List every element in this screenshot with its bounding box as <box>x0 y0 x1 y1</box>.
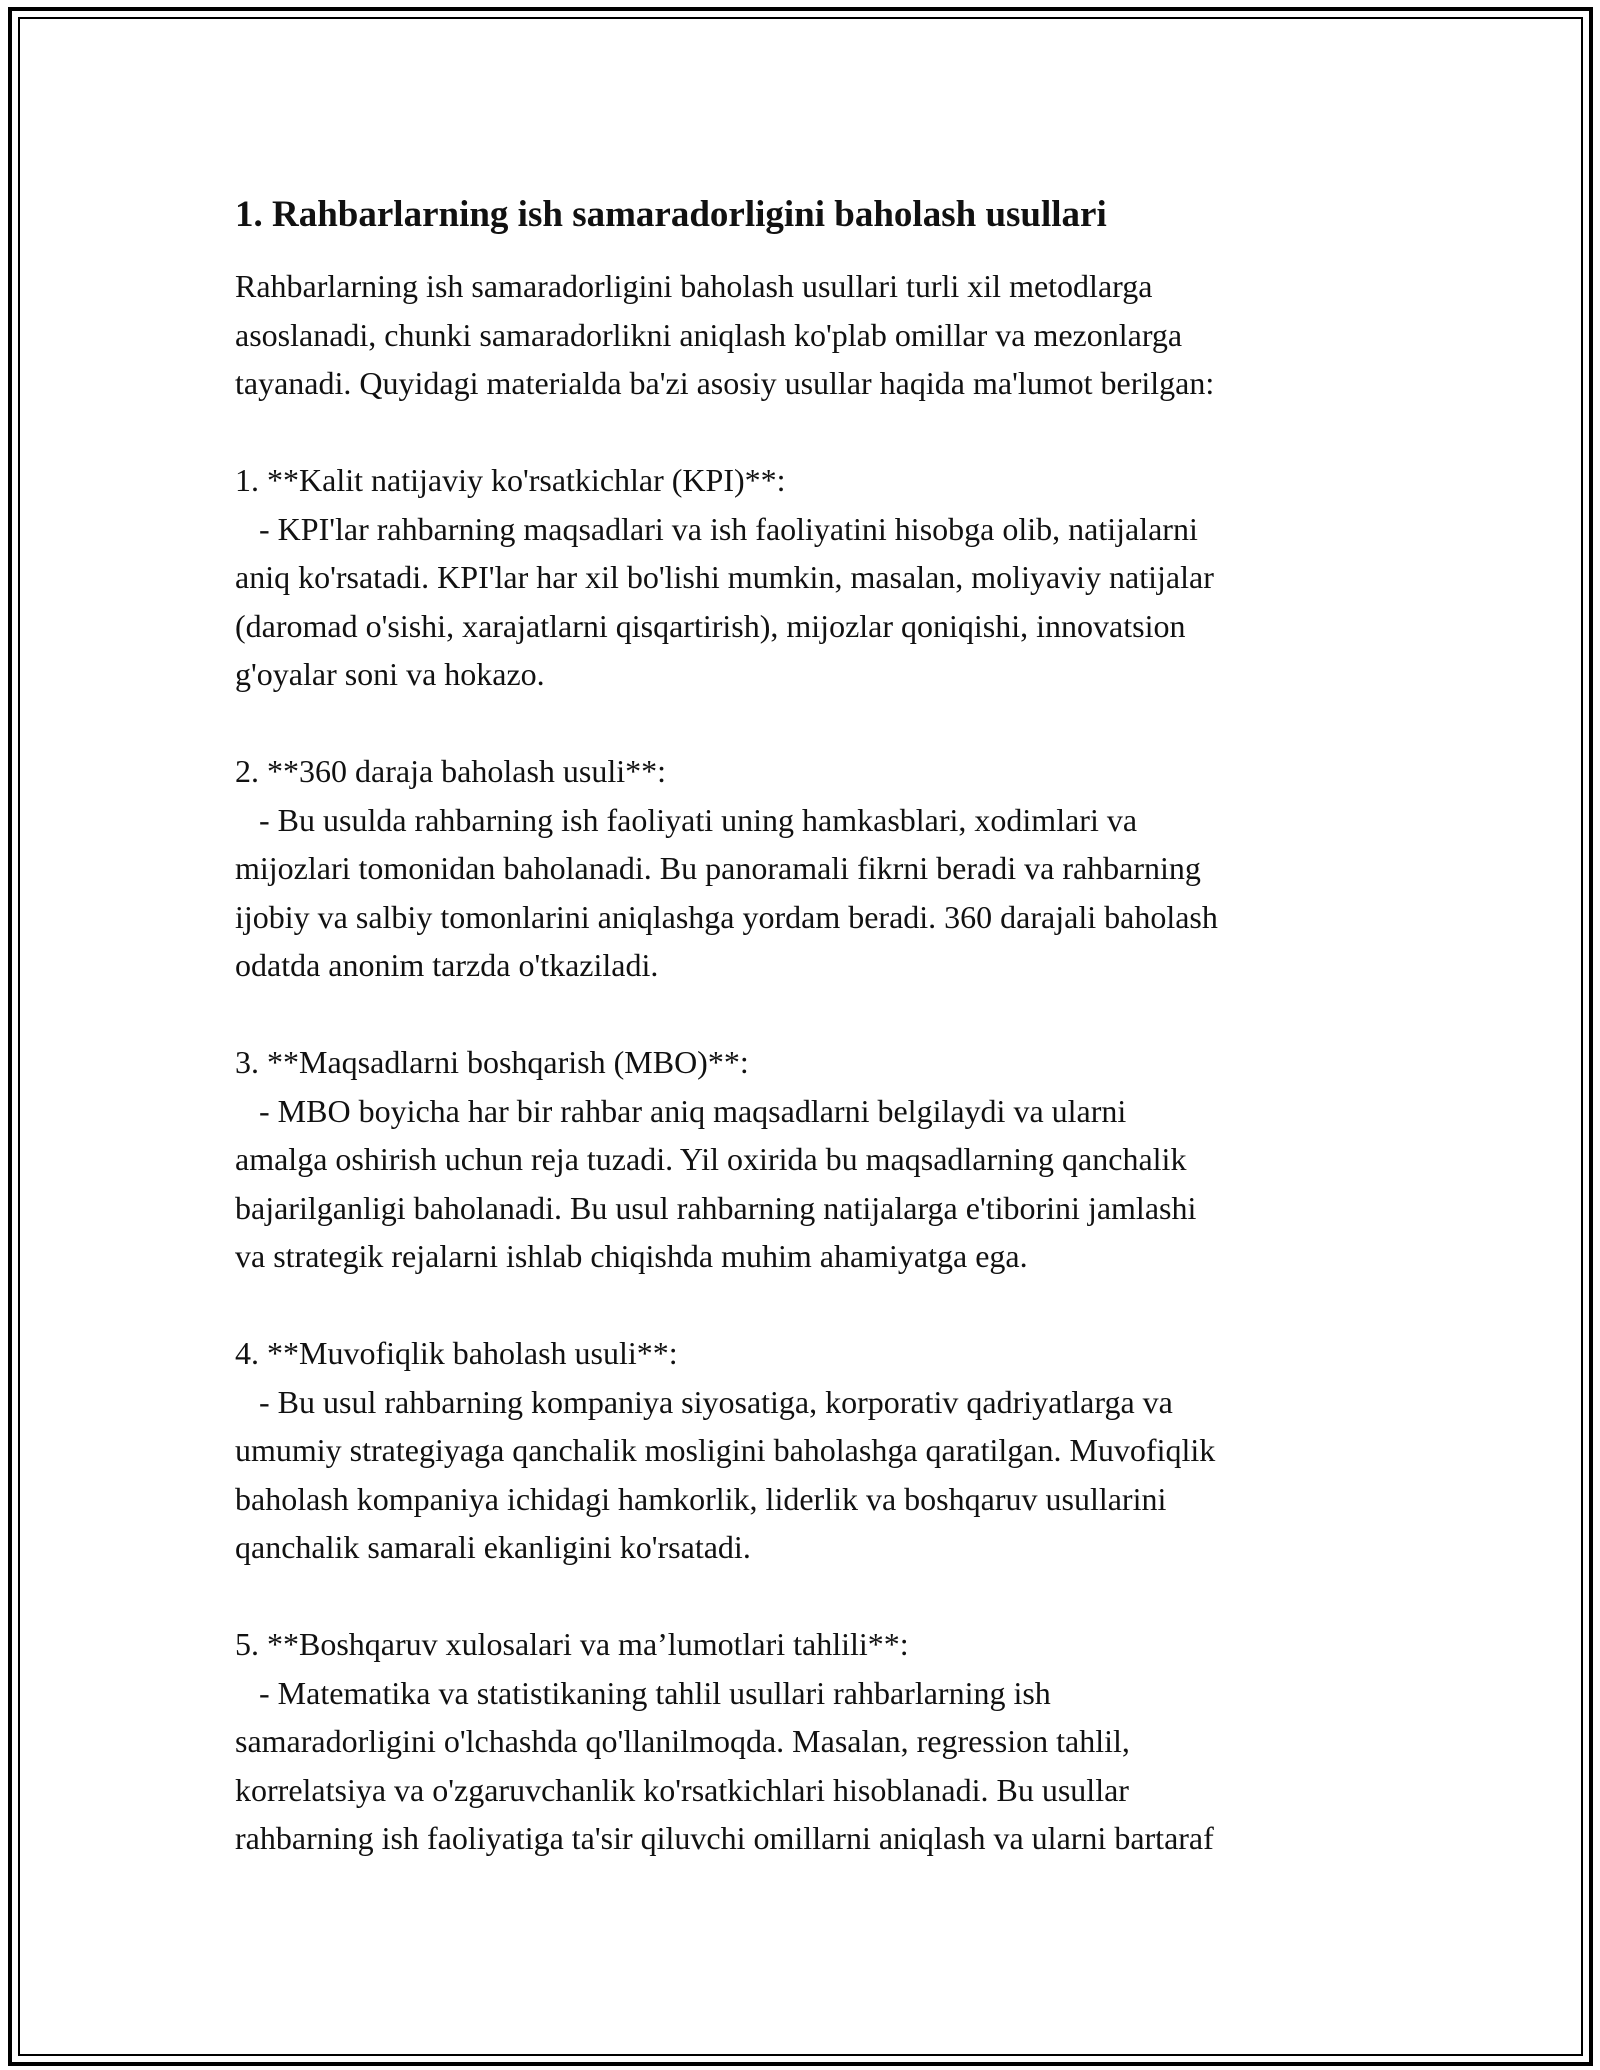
blank-line <box>235 699 1365 748</box>
document-title: 1. Rahbarlarning ish samaradorligini baholash usullari <box>235 194 1107 235</box>
blank-line <box>235 990 1365 1039</box>
method-compliance: 4. **Muvofiqlik baholash usuli**: - Bu usul rahbarning kompaniya siyosatiga, korporativ qadriyatlarga va umumiy strategiyaga qanchalik mosligini baholashga qaratilgan. Muvofiqlik baholash kompaniya ichidagi hamkorlik, liderlik va boshqaruv usullarini qanchalik samarali ekanligini ko'rsatadi. <box>235 1335 1216 1565</box>
method-data-analysis: 5. **Boshqaruv xulosalari va ma’lumotlari tahlili**: - Matematika va statistikaning tahlil usullari rahbarlarning ish samaradorligini o'lchashda qo'llanilmoqda. Masalan, regression tahlil, korrelatsiya va o'zgaruvchanlik ko'rsatkichlari hisoblanadi. Bu usullar rahbarning ish faoliyatiga ta'sir qiluvchi omillarni aniqlash va ularni bartaraf <box>235 1626 1214 1856</box>
method-mbo: 3. **Maqsadlarni boshqarish (MBO)**: - MBO boyicha har bir rahbar aniq maqsadlarni belgilaydi va ularni amalga oshirish uchun reja tuzadi. Yil oxirida bu maqsadlarning qanchalik bajarilganligi baholanadi. Bu usul rahbarning natijalarga e'tiborini jamlashi va strategik rejalarni ishlab chiqishda muhim ahamiyatga ega. <box>235 1044 1197 1274</box>
intro-paragraph: Rahbarlarning ish samaradorligini baholash usullari turli xil metodlarga asoslanadi, chunki samaradorlikni aniqlash ko'plab omillar va mezonlarga tayanadi. Quyidagi materialda ba'zi asosiy usullar haqida ma'lumot berilgan: <box>235 268 1215 401</box>
blank-line <box>235 1281 1365 1330</box>
blank-line <box>235 408 1365 457</box>
method-360: 2. **360 daraja baholash usuli**: - Bu usulda rahbarning ish faoliyati uning hamkasblari, xodimlari va mijozlari tomonidan baholanadi. Bu panoramali fikrni beradi va rahbarning ijobiy va salbiy tomonlarini aniqlashga yordam beradi. 360 darajali baholash odatda anonim tarzda o'tkaziladi. <box>235 753 1218 983</box>
blank-line <box>235 1572 1365 1621</box>
method-kpi: 1. **Kalit natijaviy ko'rsatkichlar (KPI)**: - KPI'lar rahbarning maqsadlari va ish faoliyatini hisobga olib, natijalarni aniq ko'rsatadi. KPI'lar har xil bo'lishi mumkin, masalan, moliyaviy natijalar (daromad o'sishi, xarajatlarni qisqartirish), mijozlar qoniqishi, innovatsion g'oyalar soni va hokazo. <box>235 462 1214 692</box>
document-body <box>235 190 1365 1863</box>
